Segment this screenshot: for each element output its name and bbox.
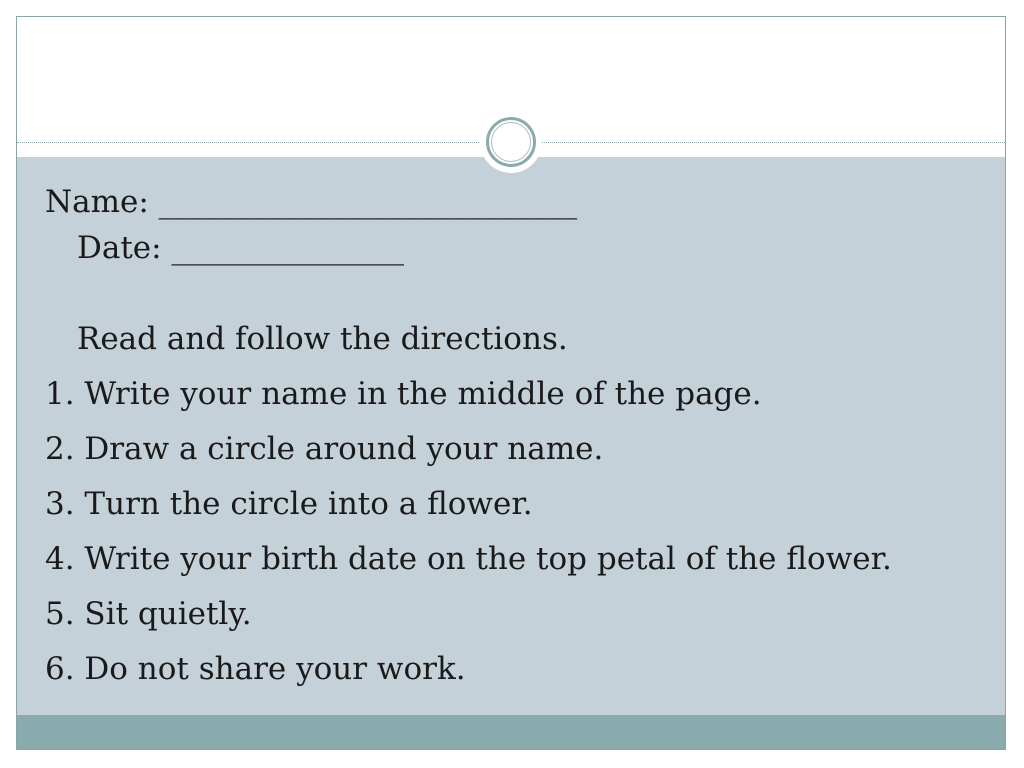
direction-item: 2. Draw a circle around your name. <box>45 431 604 467</box>
ornament-inner-ring <box>491 122 531 162</box>
slide <box>16 16 1006 750</box>
direction-item: 5. Sit quietly. <box>45 596 252 632</box>
directions-intro: Read and follow the directions. <box>77 321 568 357</box>
direction-item: 4. Write your birth date on the top petal of the flower. <box>45 541 892 577</box>
direction-item: 6. Do not share your work. <box>45 651 466 687</box>
footer-band <box>17 715 1005 750</box>
spacer <box>45 271 985 316</box>
direction-item: 3. Turn the circle into a flower. <box>45 486 533 522</box>
circle-ornament-icon <box>480 111 542 173</box>
direction-item: 1. Write your name in the middle of the page. <box>45 376 762 412</box>
name-line: Name: ___________________________ <box>45 184 578 220</box>
worksheet-text <box>45 179 985 692</box>
date-line: Date: _______________ <box>77 230 404 266</box>
